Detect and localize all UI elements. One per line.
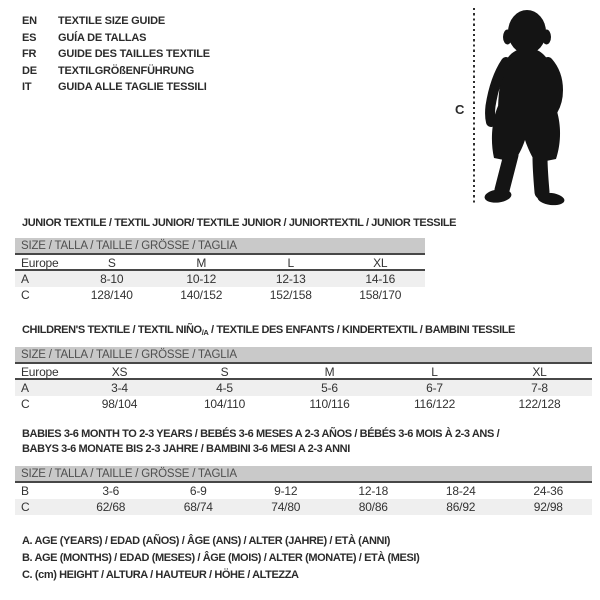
language-title: TEXTILGRÖßENFÜHRUNG <box>58 64 195 77</box>
value-cell: 3-4 <box>111 381 128 395</box>
value-cell: 9-12 <box>274 484 298 498</box>
value-cell: 122/128 <box>518 397 561 411</box>
height-measure-label: C <box>455 102 465 117</box>
value-cell: 5-6 <box>321 381 338 395</box>
size-header-bar: SIZE / TALLA / TAILLE / GRÖSSE / TAGLIA <box>15 466 592 483</box>
value-cell: 152/158 <box>269 288 312 302</box>
value-cell: 62/68 <box>96 500 126 514</box>
size-label-row <box>15 255 425 271</box>
age-months-row <box>15 483 592 499</box>
legend-line-a: A. AGE (YEARS) / EDAD (AÑOS) / ÂGE (ANS) / ALTER (JAHRE) / ETÀ (ANNI) <box>22 535 390 547</box>
value-cell: 86/92 <box>446 500 476 514</box>
value-cell: 104/110 <box>203 397 246 411</box>
legend-line-b: B. AGE (MONTHS) / EDAD (MESES) / ÂGE (MOIS) / ALTER (MONATE) / ETÀ (MESI) <box>22 552 420 564</box>
value-cell: 6-7 <box>426 381 443 395</box>
language-row-en <box>22 13 210 30</box>
children-title-pre: CHILDREN'S TEXTILE / TEXTIL NIÑO <box>22 324 202 336</box>
size-cell: L <box>431 365 438 379</box>
babies-title-line2: BABYS 3-6 MONATE BIS 2-3 JAHRE / BAMBINI 3-6 MESI A 2-3 ANNI <box>22 443 350 455</box>
children-section-title <box>22 323 515 340</box>
value-cell: 74/80 <box>271 500 301 514</box>
children-size-table <box>15 347 592 412</box>
value-cell: 4-5 <box>216 381 233 395</box>
value-cell: 110/116 <box>309 397 350 411</box>
language-title: GUIDE DES TAILLES TEXTILE <box>58 48 210 60</box>
size-cell: L <box>287 256 294 270</box>
row-label-cell: C <box>21 500 30 514</box>
language-code: DE <box>22 64 37 77</box>
value-cell: 158/170 <box>359 288 402 302</box>
value-cell: 8-10 <box>100 272 124 286</box>
row-label-cell: A <box>21 381 29 395</box>
value-cell: 7-8 <box>531 381 548 395</box>
language-row-de <box>22 63 210 80</box>
value-cell: 92/98 <box>533 500 563 514</box>
size-cell: XS <box>111 365 128 379</box>
value-cell: 6-9 <box>189 484 207 498</box>
language-title: GUIDA ALLE TAGLIE TESSILI <box>58 81 207 93</box>
babies-size-table <box>15 466 592 515</box>
height-cm-row <box>15 396 592 412</box>
value-cell: 12-18 <box>358 484 389 498</box>
measure-legend <box>22 533 419 584</box>
size-cell: S <box>220 365 229 379</box>
row-label-cell: C <box>21 288 30 302</box>
language-row-fr <box>22 46 210 63</box>
language-code: IT <box>22 81 32 93</box>
language-code: EN <box>22 15 37 27</box>
row-label-cell: A <box>21 272 29 286</box>
toddler-silhouette-icon <box>481 6 573 210</box>
babies-title-line1: BABIES 3-6 MONTH TO 2-3 YEARS / BEBÉS 3-6 MESES A 2-3 AÑOS / BÉBÉS 3-6 MOIS À 2-3 ANS / <box>22 428 500 440</box>
size-cell: M <box>196 256 207 270</box>
junior-section-title: JUNIOR TEXTILE / TEXTIL JUNIOR/ TEXTILE JUNIOR / JUNIORTEXTIL / JUNIOR TESSILE <box>22 217 457 229</box>
value-cell: 128/140 <box>90 288 133 302</box>
junior-size-table <box>15 238 425 303</box>
language-title: GUÍA DE TALLAS <box>58 31 147 44</box>
language-row-it <box>22 79 210 96</box>
row-label-cell: B <box>21 484 29 498</box>
age-years-row <box>15 271 425 287</box>
size-label-row <box>15 364 592 380</box>
row-label-cell: C <box>21 397 30 411</box>
value-cell: 80/86 <box>358 500 388 514</box>
children-title-post: / TEXTILE DES ENFANTS / KINDERTEXTIL / BAMBINI TESSILE <box>208 324 515 336</box>
size-header-bar: SIZE / TALLA / TAILLE / GRÖSSE / TAGLIA <box>15 238 425 255</box>
value-cell: 12-13 <box>275 272 306 286</box>
height-cm-row <box>15 499 592 515</box>
value-cell: 10-12 <box>186 272 217 286</box>
value-cell: 140/152 <box>180 288 223 302</box>
value-cell: 116/122 <box>413 397 456 411</box>
value-cell: 68/74 <box>183 500 213 514</box>
legend-line-c: C. (cm) HEIGHT / ALTURA / HAUTEUR / HÖHE / ALTEZZA <box>22 569 299 581</box>
language-code: FR <box>22 48 37 60</box>
language-code: ES <box>22 31 37 44</box>
age-years-row <box>15 380 592 396</box>
size-header-bar: SIZE / TALLA / TAILLE / GRÖSSE / TAGLIA <box>15 347 592 364</box>
value-cell: 3-6 <box>102 484 120 498</box>
language-title: TEXTILE SIZE GUIDE <box>58 15 166 27</box>
size-cell: XL <box>532 365 547 379</box>
size-cell: S <box>107 256 116 270</box>
value-cell: 24-36 <box>533 484 564 498</box>
height-measure-dotted-line <box>473 8 475 205</box>
value-cell: 98/104 <box>101 397 138 411</box>
height-cm-row <box>15 287 425 303</box>
value-cell: 14-16 <box>365 272 396 286</box>
language-list <box>22 13 210 96</box>
language-row-es <box>22 30 210 47</box>
babies-section-title <box>22 427 499 457</box>
region-cell: Europe <box>21 256 59 270</box>
value-cell: 18-24 <box>445 484 476 498</box>
region-cell: Europe <box>21 365 59 379</box>
children-title-subscript: /A <box>201 328 209 337</box>
size-cell: M <box>324 365 335 379</box>
size-cell: XL <box>373 256 388 270</box>
